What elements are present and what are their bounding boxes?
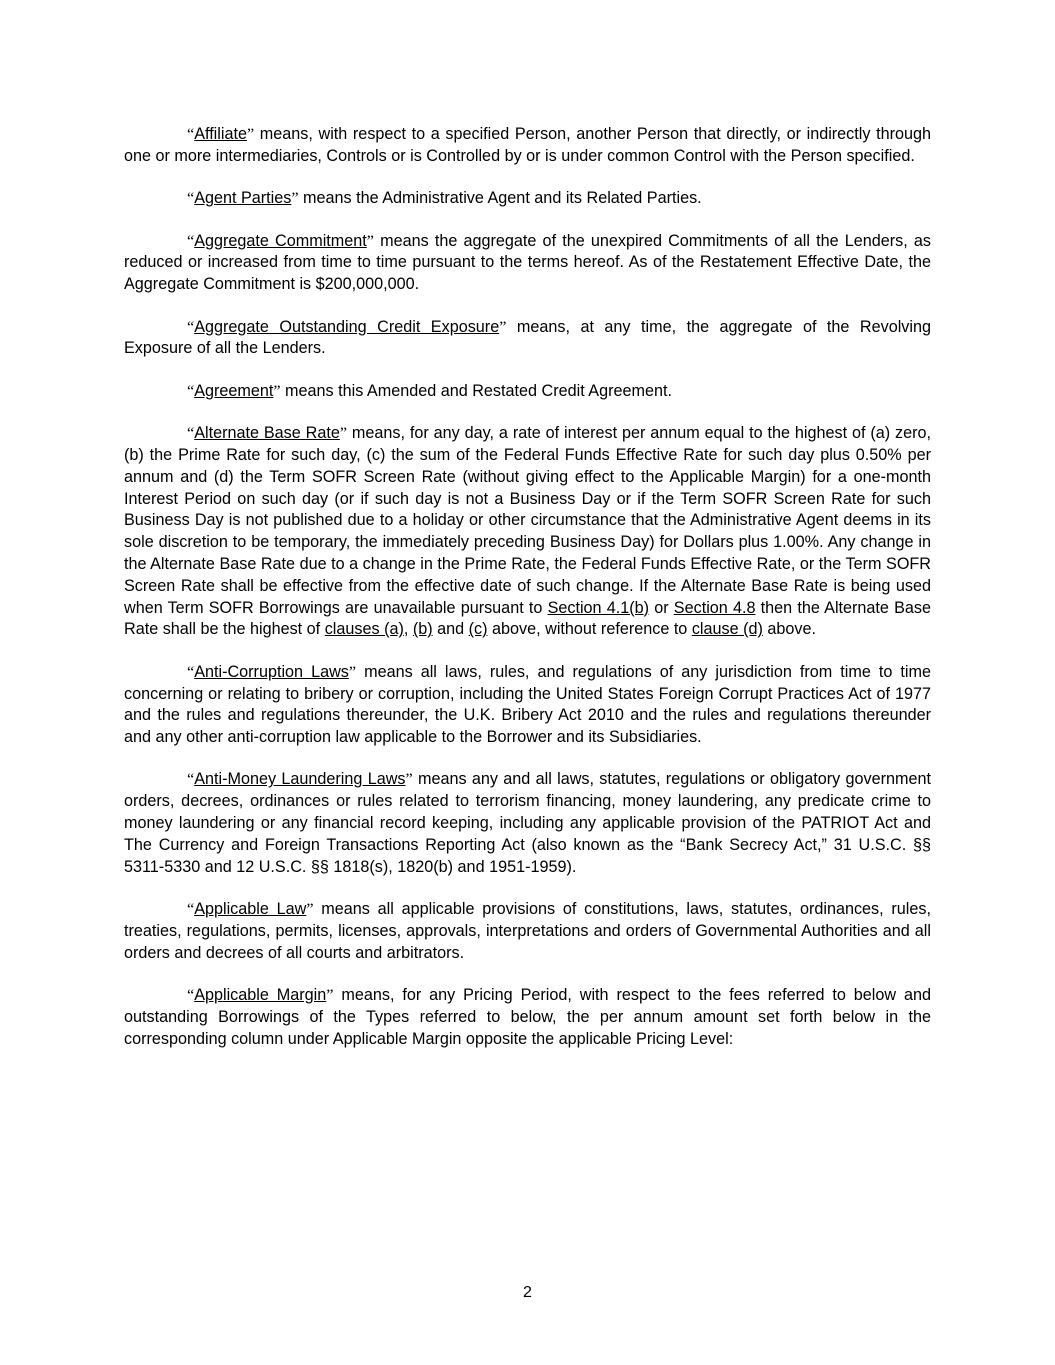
- cross-reference-clause-c: (c): [468, 620, 488, 639]
- definition-text: means the Administrative Agent and its Related Parties.: [298, 189, 702, 208]
- defined-term: Anti-Money Laundering Laws: [194, 770, 406, 789]
- definition-alternate-base-rate: “Alternate Base Rate” means, for any day, a rate of interest per annum equal to the highest of (a) zero, (b) the Prime Rate for such day, (c) the sum of the Federal Funds Effective Rate for such day plus 0.50% per annum and (d) the Term SOFR Screen Rate (without giving effect to the Applicable Margin) for a one-month Interest Period on such day (or if such day is not a Business Day or if the Term SOFR Screen Rate for such Business Day is not published due to a holiday or other circumstance that the Administrative Agent deems in its sole discretion to be temporary, the immediately preceding Business Day) for Dollars plus 1.00%. Any change in the Alternate Base Rate due to a change in the Prime Rate, the Federal Funds Effective Rate, or the Term SOFR Screen Rate shall be effective from the effective date of such change. If the Alternate Base Rate is being used when Term SOFR Borrowings are unavailable pursuant to Section 4.1(b) or Section 4.8 then the Alternate Base Rate shall be the highest of clauses (a), (b) and (c) above, without reference to clause (d) above.: [124, 424, 932, 639]
- defined-term: Applicable Law: [194, 900, 307, 919]
- document-page: [124, 124, 931, 1071]
- definition-text: means this Amended and Restated Credit Agreement.: [280, 381, 672, 400]
- definition-anti-money-laundering-laws: “Anti-Money Laundering Laws” means any and all laws, statutes, regulations or obligatory government orders, decrees, ordinances or rules related to terrorism financing, money laundering, any predicate crime to money laundering or any financial record keeping, including any applicable provision of the PATRIOT Act and The Currency and Foreign Transactions Reporting Act (also known as the “Bank Secrecy Act,” 31 U.S.C. §§ 5311-5330 and 12 U.S.C. §§ 1818(s), 1820(b) and 1951-1959).: [124, 770, 931, 876]
- definition-agent-parties: “Agent Parties” means the Administrative Agent and its Related Parties.: [187, 189, 702, 208]
- defined-term: Alternate Base Rate: [194, 424, 340, 443]
- defined-term: Aggregate Commitment: [194, 231, 367, 250]
- cross-reference-clauses-a: clauses (a): [324, 620, 404, 639]
- definition-text: means all applicable provisions of constitutions, laws, statutes, ordinances, rules, treaties, regulations, permits, licenses, approvals, interpretations and orders of Governmental Authorities and all orders and decrees of all courts and arbitrators.: [124, 900, 931, 962]
- cross-reference-section-4-8: Section 4.8: [673, 598, 756, 617]
- defined-term: Anti-Corruption Laws: [194, 662, 349, 681]
- definition-affiliate: “Affiliate” means, with respect to a specified Person, another Person that directly, or indirectly through one or more intermediaries, Controls or is Controlled by or is under common Control with the Person specified.: [124, 125, 931, 165]
- definition-text: means, at any time, the aggregate of the Revolving Exposure of all the Lenders.: [124, 317, 931, 358]
- definition-aggregate-commitment: “Aggregate Commitment” means the aggregate of the unexpired Commitments of all the Lenders, as reduced or increased from time to time pursuant to the terms hereof. As of the Restatement Effective Date, the Aggregate Commitment is $200,000,000.: [124, 231, 931, 294]
- defined-term: Agent Parties: [194, 189, 292, 208]
- defined-term: Affiliate: [194, 125, 247, 143]
- cross-reference-clause-b: (b): [412, 620, 433, 639]
- definition-text: means the aggregate of the unexpired Commitments of all the Lenders, as reduced or increased from time to time pursuant to the terms hereof. As of the Restatement Effective Date, the Aggregate Commitment is $200,000,000.: [124, 231, 931, 294]
- defined-term: Aggregate Outstanding Credit Exposure: [194, 317, 500, 336]
- page-number: 2: [523, 1284, 532, 1301]
- defined-term: Applicable Margin: [194, 986, 327, 1005]
- definition-agreement: “Agreement” means this Amended and Restated Credit Agreement.: [187, 381, 672, 400]
- definition-applicable-margin: “Applicable Margin” means, for any Pricing Period, with respect to the fees referred to below and outstanding Borrowings of the Types referred to below, the per annum amount set forth below in the corresponding column under Applicable Margin opposite the applicable Pricing Level:: [124, 986, 932, 1048]
- definition-text: means any and all laws, statutes, regulations or obligatory government orders, decrees, ordinances or rules related to terrorism financing, money laundering, any predicate crime to money laundering or any financial record keeping, including any applicable provision of the PATRIOT Act and The Currency and Foreign Transactions Reporting Act (also known as the “Bank Secrecy Act,” 31 U.S.C. §§ 5311-5330 and 12 U.S.C. §§ 1818(s), 1820(b) and 1951-1959).: [124, 770, 931, 876]
- cross-reference-clause-d: clause (d): [691, 620, 763, 639]
- defined-term: Agreement: [194, 381, 274, 400]
- definition-anti-corruption-laws: “Anti-Corruption Laws” means all laws, rules, and regulations of any jurisdiction from time to time concerning or relating to bribery or corruption, including the United States Foreign Corrupt Practices Act of 1977 and the rules and regulations thereunder, the U.K. Bribery Act 2010 and the rules and regulations thereunder and any other anti-corruption law applicable to the Borrower and its Subsidiaries.: [124, 662, 931, 747]
- definition-text: means, for any Pricing Period, with respect to the fees referred to below and outstanding Borrowings of the Types referred to below, the per annum amount set forth below in the corresponding column under Applicable Margin opposite the applicable Pricing Level:: [124, 986, 932, 1048]
- definition-text: means, for any day, a rate of interest per annum equal to the highest of (a) zero, (b) the Prime Rate for such day, (c) the sum of the Federal Funds Effective Rate for such day plus 0.50% per annum and (d) the Term SOFR Screen Rate (without giving effect to the Applicable Margin) for a one-month Interest Period on such day (or if such day is not a Business Day or if the Term SOFR Screen Rate for such Business Day is not published due to a holiday or other circumstance that the Administrative Agent deems in its sole discretion to be temporary, the immediately preceding Business Day) for Dollars plus 1.00%. Any change in the Alternate Base Rate due to a change in the Prime Rate, the Federal Funds Effective Rate, or the Term SOFR Screen Rate shall be effective from the effective date of such change. If the Alternate Base Rate is being used when Term SOFR Borrowings are unavailable pursuant to: [124, 424, 932, 617]
- definition-applicable-law: “Applicable Law” means all applicable provisions of constitutions, laws, statutes, ordinances, rules, treaties, regulations, permits, licenses, approvals, interpretations and orders of Governmental Authorities and all orders and decrees of all courts and arbitrators.: [124, 900, 931, 962]
- definition-text: means, with respect to a specified Person, another Person that directly, or indirectly through one or more intermediaries, Controls or is Controlled by or is under common Control with the Person specified.: [124, 125, 931, 165]
- definition-aggregate-outstanding-credit-exposure: “Aggregate Outstanding Credit Exposure” means, at any time, the aggregate of the Revolving Exposure of all the Lenders.: [124, 317, 931, 358]
- definition-text: means all laws, rules, and regulations of any jurisdiction from time to time concerning or relating to bribery or corruption, including the United States Foreign Corrupt Practices Act of 1977 and the rules and regulations thereunder, the U.K. Bribery Act 2010 and the rules and regulations thereunder and any other anti-corruption law applicable to the Borrower and its Subsidiaries.: [124, 662, 931, 747]
- cross-reference-section-4-1-b: Section 4.1(b): [547, 598, 650, 617]
